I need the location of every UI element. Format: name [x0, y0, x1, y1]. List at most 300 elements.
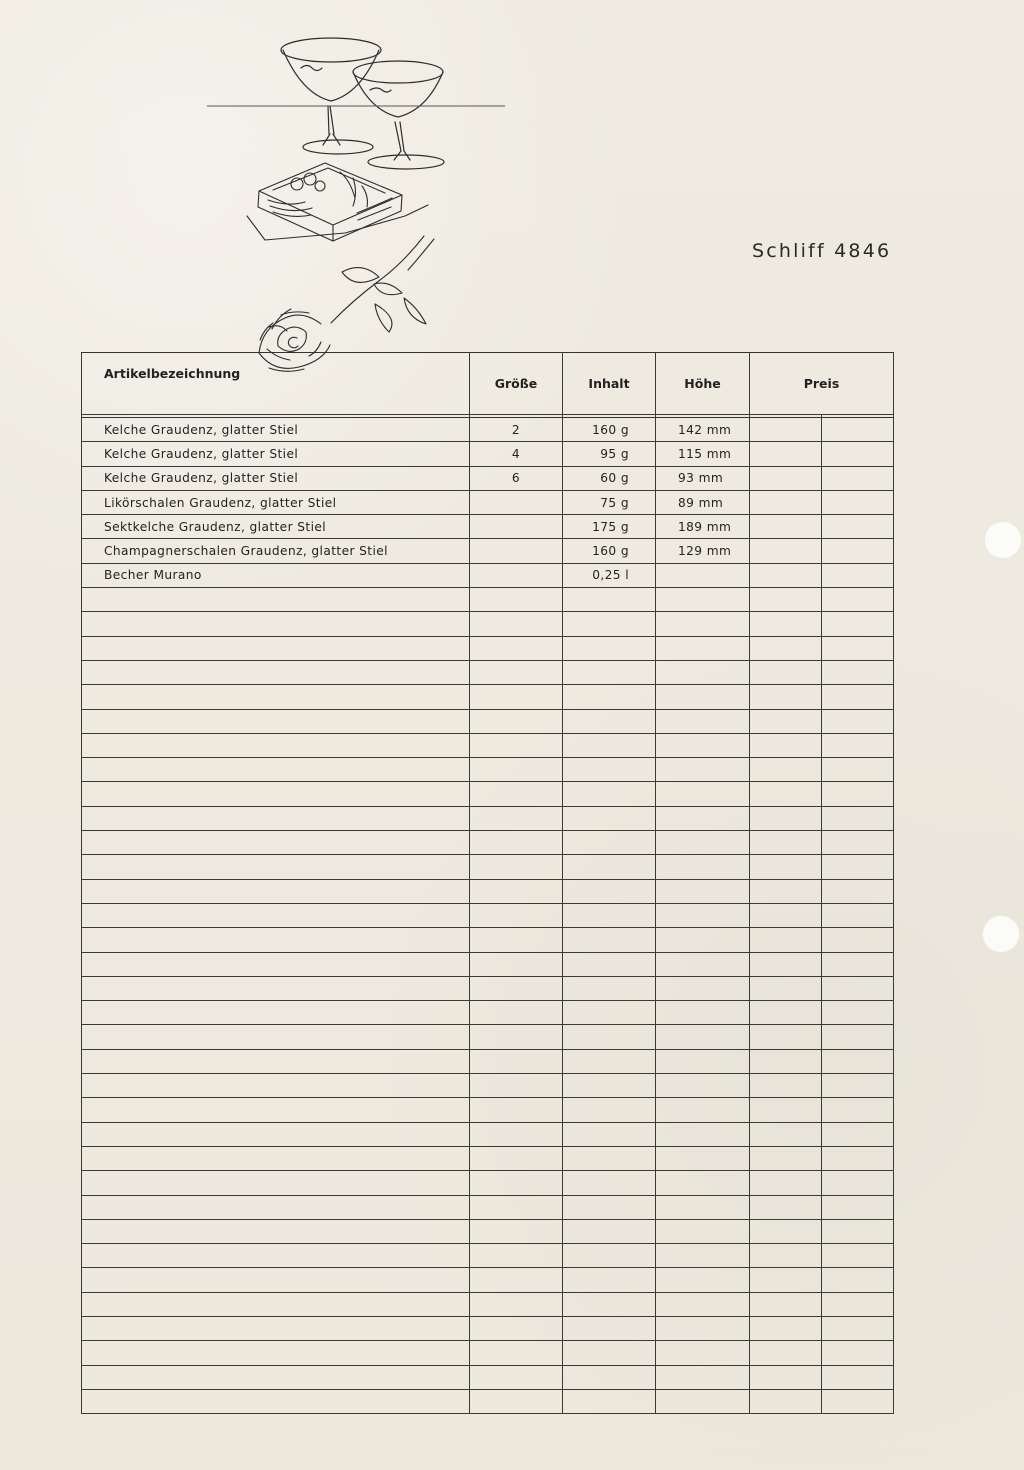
empty-cell [656, 1365, 750, 1389]
empty-cell [563, 1025, 656, 1049]
empty-price-cell [750, 1001, 822, 1025]
empty-cell [656, 758, 750, 782]
empty-cell [563, 1171, 656, 1195]
empty-price-cell [822, 1049, 894, 1073]
empty-price-cell [822, 879, 894, 903]
right-glass-icon [353, 61, 444, 169]
empty-price-cell [822, 831, 894, 855]
empty-cell [656, 709, 750, 733]
empty-cell [470, 758, 563, 782]
capacity-cell: 175 g [563, 515, 656, 539]
empty-table-row [82, 903, 894, 927]
size-cell: 6 [470, 466, 563, 490]
empty-cell [470, 855, 563, 879]
empty-price-cell [750, 1268, 822, 1292]
empty-price-cell [750, 612, 822, 636]
empty-cell [82, 782, 470, 806]
empty-cell [82, 976, 470, 1000]
empty-cell [82, 928, 470, 952]
price-cell-right [822, 418, 894, 442]
empty-price-cell [750, 1316, 822, 1340]
empty-table-row [82, 952, 894, 976]
empty-table-row [82, 1098, 894, 1122]
empty-cell [656, 1244, 750, 1268]
empty-table-row [82, 1292, 894, 1316]
height-cell: 89 mm [656, 490, 750, 514]
empty-table-row [82, 709, 894, 733]
empty-table-row [82, 1171, 894, 1195]
empty-price-cell [750, 1098, 822, 1122]
price-cell-right [822, 442, 894, 466]
empty-cell [470, 1025, 563, 1049]
empty-price-cell [750, 733, 822, 757]
empty-price-cell [822, 588, 894, 612]
empty-cell [470, 1146, 563, 1170]
empty-cell [563, 952, 656, 976]
empty-price-cell [750, 782, 822, 806]
article-name-cell: Kelche Graudenz, glatter Stiel [82, 442, 470, 466]
header-artikel: Artikelbezeichnung [82, 353, 470, 415]
header-inhalt: Inhalt [563, 353, 656, 415]
empty-cell [563, 782, 656, 806]
capacity-cell: 60 g [563, 466, 656, 490]
empty-cell [656, 855, 750, 879]
empty-table-row [82, 1025, 894, 1049]
empty-cell [656, 733, 750, 757]
empty-price-cell [822, 1074, 894, 1098]
empty-price-cell [750, 1146, 822, 1170]
height-cell: 129 mm [656, 539, 750, 563]
empty-price-cell [822, 685, 894, 709]
empty-cell [82, 1122, 470, 1146]
height-cell [656, 563, 750, 587]
empty-cell [82, 1074, 470, 1098]
empty-price-cell [750, 976, 822, 1000]
empty-cell [470, 733, 563, 757]
empty-cell [656, 1195, 750, 1219]
punch-hole-bottom [982, 915, 1020, 953]
empty-cell [470, 660, 563, 684]
empty-cell [563, 1292, 656, 1316]
empty-cell [563, 1001, 656, 1025]
empty-cell [563, 831, 656, 855]
empty-price-cell [822, 1122, 894, 1146]
empty-cell [656, 879, 750, 903]
height-cell: 115 mm [656, 442, 750, 466]
empty-cell [656, 660, 750, 684]
empty-cell [563, 1365, 656, 1389]
empty-cell [82, 1389, 470, 1413]
empty-price-cell [750, 952, 822, 976]
empty-cell [470, 782, 563, 806]
empty-table-row [82, 1146, 894, 1170]
article-name-cell: Likörschalen Graudenz, glatter Stiel [82, 490, 470, 514]
empty-cell [563, 588, 656, 612]
table-row [82, 466, 894, 490]
empty-cell [656, 1074, 750, 1098]
empty-cell [82, 660, 470, 684]
empty-cell [82, 636, 470, 660]
empty-cell [563, 1219, 656, 1243]
empty-cell [656, 1219, 750, 1243]
empty-cell [470, 879, 563, 903]
price-cell-right [822, 490, 894, 514]
capacity-cell: 95 g [563, 442, 656, 466]
article-table [81, 352, 894, 1414]
empty-cell [656, 1049, 750, 1073]
empty-price-cell [750, 1122, 822, 1146]
price-cell-right [822, 515, 894, 539]
empty-price-cell [822, 1268, 894, 1292]
empty-price-cell [750, 1195, 822, 1219]
price-cell-left [750, 563, 822, 587]
empty-cell [563, 758, 656, 782]
empty-cell [656, 1098, 750, 1122]
empty-cell [470, 1074, 563, 1098]
article-name-cell: Kelche Graudenz, glatter Stiel [82, 418, 470, 442]
empty-cell [656, 612, 750, 636]
empty-cell [656, 1122, 750, 1146]
empty-price-cell [750, 879, 822, 903]
empty-table-row [82, 928, 894, 952]
empty-cell [82, 1292, 470, 1316]
empty-cell [563, 612, 656, 636]
empty-price-cell [822, 1025, 894, 1049]
empty-cell [656, 831, 750, 855]
empty-cell [563, 1244, 656, 1268]
empty-table-row [82, 758, 894, 782]
empty-cell [563, 806, 656, 830]
empty-cell [82, 612, 470, 636]
empty-cell [563, 1049, 656, 1073]
empty-price-cell [750, 903, 822, 927]
empty-price-cell [750, 1049, 822, 1073]
empty-cell [82, 588, 470, 612]
empty-cell [470, 928, 563, 952]
empty-price-cell [822, 1365, 894, 1389]
empty-table-row [82, 879, 894, 903]
empty-table-row [82, 685, 894, 709]
empty-price-cell [822, 1316, 894, 1340]
empty-table-row [82, 636, 894, 660]
empty-cell [82, 1171, 470, 1195]
article-name-cell: Kelche Graudenz, glatter Stiel [82, 466, 470, 490]
empty-price-cell [822, 733, 894, 757]
price-cell-left [750, 418, 822, 442]
empty-price-cell [750, 928, 822, 952]
empty-table-row [82, 1219, 894, 1243]
empty-cell [82, 879, 470, 903]
header-hoehe: Höhe [656, 353, 750, 415]
empty-cell [470, 1001, 563, 1025]
article-name-cell: Champagnerschalen Graudenz, glatter Stiel [82, 539, 470, 563]
empty-cell [656, 1001, 750, 1025]
empty-cell [470, 1292, 563, 1316]
capacity-cell: 160 g [563, 539, 656, 563]
empty-price-cell [750, 758, 822, 782]
empty-price-cell [822, 660, 894, 684]
price-cell-left [750, 442, 822, 466]
rose-icon [259, 236, 434, 371]
price-cell-right [822, 563, 894, 587]
article-name-cell: Becher Murano [82, 563, 470, 587]
table-row [82, 442, 894, 466]
empty-cell [470, 1389, 563, 1413]
empty-price-cell [750, 709, 822, 733]
table-body [82, 418, 894, 1414]
empty-cell [470, 1316, 563, 1340]
empty-price-cell [750, 1074, 822, 1098]
empty-price-cell [822, 1171, 894, 1195]
empty-cell [82, 1341, 470, 1365]
size-cell [470, 490, 563, 514]
empty-cell [563, 1389, 656, 1413]
empty-table-row [82, 1268, 894, 1292]
size-cell: 4 [470, 442, 563, 466]
empty-price-cell [750, 1244, 822, 1268]
empty-price-cell [750, 660, 822, 684]
empty-cell [656, 1146, 750, 1170]
empty-cell [656, 928, 750, 952]
height-cell: 93 mm [656, 466, 750, 490]
empty-cell [470, 1365, 563, 1389]
height-cell: 189 mm [656, 515, 750, 539]
empty-cell [82, 1098, 470, 1122]
empty-cell [656, 1268, 750, 1292]
empty-cell [470, 588, 563, 612]
empty-cell [656, 1171, 750, 1195]
empty-price-cell [822, 1146, 894, 1170]
empty-price-cell [822, 612, 894, 636]
empty-price-cell [822, 855, 894, 879]
empty-cell [563, 1074, 656, 1098]
empty-cell [82, 1049, 470, 1073]
empty-price-cell [750, 636, 822, 660]
empty-price-cell [750, 1171, 822, 1195]
empty-cell [82, 1001, 470, 1025]
empty-table-row [82, 660, 894, 684]
empty-price-cell [750, 831, 822, 855]
empty-table-row [82, 806, 894, 830]
empty-table-row [82, 976, 894, 1000]
empty-price-cell [822, 636, 894, 660]
empty-cell [82, 1025, 470, 1049]
empty-cell [563, 855, 656, 879]
empty-table-row [82, 1049, 894, 1073]
empty-table-row [82, 831, 894, 855]
table-header-row [82, 353, 894, 415]
empty-cell [563, 1316, 656, 1340]
empty-cell [82, 1195, 470, 1219]
punch-hole-top [984, 521, 1022, 559]
empty-price-cell [822, 1244, 894, 1268]
empty-price-cell [822, 952, 894, 976]
size-cell [470, 539, 563, 563]
empty-cell [82, 806, 470, 830]
table-row [82, 515, 894, 539]
empty-cell [470, 1098, 563, 1122]
table-row [82, 563, 894, 587]
empty-cell [563, 976, 656, 1000]
empty-cell [470, 1049, 563, 1073]
empty-price-cell [750, 1341, 822, 1365]
empty-cell [563, 1341, 656, 1365]
empty-cell [656, 952, 750, 976]
empty-price-cell [822, 976, 894, 1000]
empty-cell [470, 636, 563, 660]
header-preis: Preis [750, 353, 894, 415]
empty-price-cell [822, 1219, 894, 1243]
empty-cell [656, 806, 750, 830]
price-cell-left [750, 539, 822, 563]
empty-cell [82, 952, 470, 976]
empty-cell [82, 831, 470, 855]
empty-price-cell [822, 782, 894, 806]
empty-cell [656, 1341, 750, 1365]
empty-cell [656, 976, 750, 1000]
empty-price-cell [750, 685, 822, 709]
price-cell-right [822, 539, 894, 563]
empty-cell [82, 903, 470, 927]
empty-price-cell [822, 903, 894, 927]
empty-price-cell [750, 806, 822, 830]
header-groesse: Größe [470, 353, 563, 415]
empty-price-cell [822, 1195, 894, 1219]
empty-table-row [82, 1074, 894, 1098]
empty-price-cell [750, 1025, 822, 1049]
table-row [82, 418, 894, 442]
header-illustration [205, 22, 525, 387]
empty-cell [470, 1244, 563, 1268]
empty-cell [563, 709, 656, 733]
empty-cell [470, 1268, 563, 1292]
empty-table-row [82, 1365, 894, 1389]
empty-table-row [82, 855, 894, 879]
empty-cell [82, 1244, 470, 1268]
empty-cell [82, 685, 470, 709]
empty-price-cell [750, 1292, 822, 1316]
empty-cell [656, 1292, 750, 1316]
empty-price-cell [750, 855, 822, 879]
empty-cell [470, 1122, 563, 1146]
empty-cell [82, 1146, 470, 1170]
empty-price-cell [750, 588, 822, 612]
empty-cell [470, 976, 563, 1000]
price-cell-left [750, 515, 822, 539]
empty-cell [563, 903, 656, 927]
empty-cell [563, 928, 656, 952]
empty-cell [470, 806, 563, 830]
empty-cell [656, 782, 750, 806]
empty-cell [656, 1025, 750, 1049]
empty-cell [470, 1195, 563, 1219]
empty-cell [563, 685, 656, 709]
empty-price-cell [822, 1098, 894, 1122]
capacity-cell: 75 g [563, 490, 656, 514]
empty-price-cell [822, 928, 894, 952]
empty-cell [470, 1171, 563, 1195]
empty-price-cell [750, 1365, 822, 1389]
capacity-cell: 0,25 l [563, 563, 656, 587]
empty-table-row [82, 1195, 894, 1219]
empty-cell [563, 733, 656, 757]
empty-cell [563, 1098, 656, 1122]
empty-cell [563, 879, 656, 903]
empty-cell [470, 1341, 563, 1365]
price-cell-right [822, 466, 894, 490]
empty-price-cell [750, 1219, 822, 1243]
empty-price-cell [822, 1341, 894, 1365]
chocolate-box-icon [247, 163, 428, 241]
empty-table-row [82, 1316, 894, 1340]
empty-cell [82, 733, 470, 757]
empty-cell [563, 636, 656, 660]
empty-cell [470, 952, 563, 976]
empty-cell [470, 903, 563, 927]
empty-cell [82, 1268, 470, 1292]
empty-price-cell [822, 758, 894, 782]
price-cell-left [750, 490, 822, 514]
size-cell [470, 515, 563, 539]
size-cell [470, 563, 563, 587]
table-row [82, 490, 894, 514]
empty-price-cell [750, 1389, 822, 1413]
empty-cell [656, 1316, 750, 1340]
capacity-cell: 160 g [563, 418, 656, 442]
empty-cell [656, 685, 750, 709]
empty-cell [563, 1122, 656, 1146]
empty-table-row [82, 1001, 894, 1025]
article-name-cell: Sektkelche Graudenz, glatter Stiel [82, 515, 470, 539]
empty-cell [563, 1195, 656, 1219]
empty-price-cell [822, 709, 894, 733]
empty-cell [656, 903, 750, 927]
empty-table-row [82, 1244, 894, 1268]
empty-cell [470, 709, 563, 733]
empty-cell [470, 1219, 563, 1243]
empty-cell [656, 1389, 750, 1413]
empty-table-row [82, 1122, 894, 1146]
empty-cell [82, 709, 470, 733]
empty-price-cell [822, 1001, 894, 1025]
empty-table-row [82, 612, 894, 636]
page-title: Schliff 4846 [752, 240, 892, 262]
empty-price-cell [822, 1292, 894, 1316]
empty-table-row [82, 733, 894, 757]
empty-price-cell [822, 1389, 894, 1413]
empty-cell [82, 855, 470, 879]
empty-table-row [82, 782, 894, 806]
empty-cell [82, 1219, 470, 1243]
empty-cell [470, 612, 563, 636]
empty-cell [563, 1268, 656, 1292]
height-cell: 142 mm [656, 418, 750, 442]
table-row [82, 539, 894, 563]
empty-cell [656, 588, 750, 612]
empty-cell [82, 1316, 470, 1340]
price-table [81, 352, 893, 1386]
empty-price-cell [822, 806, 894, 830]
size-cell: 2 [470, 418, 563, 442]
empty-cell [470, 685, 563, 709]
empty-table-row [82, 588, 894, 612]
empty-cell [82, 1365, 470, 1389]
price-cell-left [750, 466, 822, 490]
empty-cell [656, 636, 750, 660]
empty-cell [563, 1146, 656, 1170]
empty-table-row [82, 1389, 894, 1413]
empty-cell [563, 660, 656, 684]
